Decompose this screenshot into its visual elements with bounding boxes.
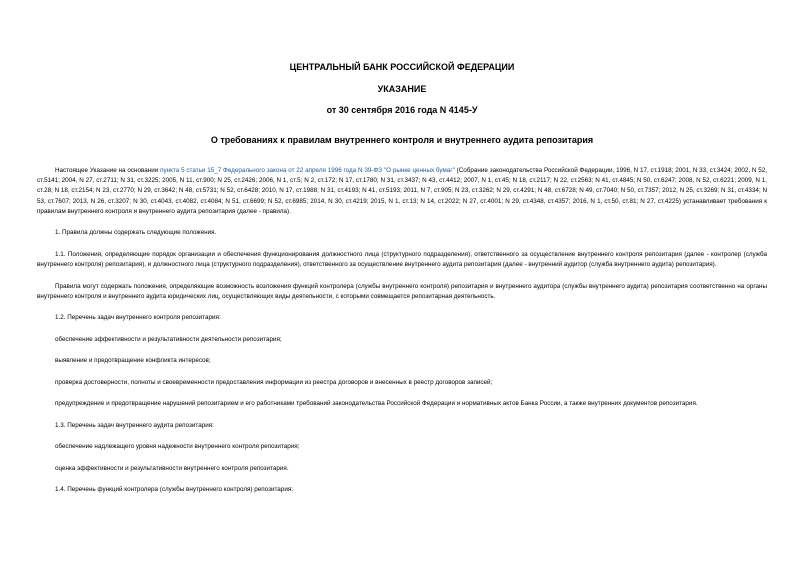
list-item: проверка достоверности, полноты и своевременности предоставления информации из реестра договоров и внесенных в реестр договоров записей;	[55, 378, 493, 386]
paragraph-1-1: 1.1. Положения, определяющие порядок организации и обеспечения функционирования должностного лица (структурного подразделения), ответственного за осуществление внутреннего контроля репозитария (далее - контролер (служба внутреннего контроля) репозитария), и должностного лица (структурного подразделения), ответственного за осуществление внутреннего аудита репозитария (далее - внутренний аудитор (служба внутреннего аудита) репозитария).	[37, 250, 767, 269]
document-title: О требованиях к правилам внутреннего контроля и внутреннего аудита репозитария	[210, 135, 594, 145]
list-item: оценка эффективности и результативности внутреннего контроля репозитария.	[55, 464, 289, 472]
intro-prefix: Настоящее Указание на основании	[55, 167, 161, 174]
law-reference-link[interactable]: пункта 5 статьи 15_7 Федерального закона от 22 апреля 1996 года N 39-ФЗ "О рынке ценных бумаг"	[160, 167, 455, 174]
list-item: предупреждение и предотвращение нарушений репозитарием и его работниками требований законодательства Российской Федерации и нормативных актов Банка России, а также внутренних документов репозитария.	[55, 400, 698, 408]
intro-paragraph	[37, 166, 767, 217]
paragraph-1-2: 1.2. Перечень задач внутреннего контроля репозитария:	[55, 314, 221, 322]
issuer-heading: ЦЕНТРАЛЬНЫЙ БАНК РОССИЙСКОЙ ФЕДЕРАЦИИ	[289, 62, 515, 72]
paragraph-1: 1. Правила должны содержать следующие положения.	[55, 229, 217, 237]
list-item: обеспечение надлежащего уровня надежности внутреннего контроля репозитария;	[55, 443, 300, 451]
list-item: выявление и предотвращение конфликта интересов;	[55, 357, 211, 365]
paragraph-1-4: 1.4. Перечень функций контролера (службы внутреннего контроля) репозитария:	[55, 486, 293, 494]
paragraph-1-1-extra: Правила могут содержать положения, определяющие возможность возложения функций контролера (службы внутреннего контроля) репозитария и внутреннего аудитора (службы внутреннего аудита) репозитария соответственно на органы внутреннего контроля и внутреннего аудита юридических лиц, осуществляющих виды деятельности, с которыми совмещается репозитарная деятельность.	[37, 282, 767, 300]
document-page	[37, 62, 767, 495]
document-type-heading: УКАЗАНИЕ	[377, 84, 427, 94]
list-item: обеспечение эффективности и результативности деятельности репозитария;	[55, 335, 282, 343]
paragraph-1-3: 1.3. Перечень задач внутреннего аудита репозитария:	[55, 421, 214, 429]
intro-suffix: (Собрание законодательства Российской Федерации, 1996, N 17, ст.1918; 2001, N 33, ст.3424; 2002, N 52, ст.5141; 2004, N 27, ст.2711; N 31, ст.3225; 2005, N 11, ст.900; N 25, ст.2426; 2006, N 1, ст.5; N 2, ст.172; N 17, ст.1780; N 31, ст.3437; N 43, ст.4412; 2007, N 1, ст.45; N 18, ст.2117; N 22, ст.2563; N 41, ст.4845; N 50, ст.6247; 2008, N 52, ст.6221; 2009, N 1, ст.28; N 18, ст.2154; N 23, ст.2770; N 29, ст.3642; N 48, ст.5731; N 52, ст.6428; 2010, N 17, ст.1988; N 31, ст.4193; N 41, ст.5193; 2011, N 7, ст.905; N 23, ст.3262; N 29, ст.4291; N 48, ст.6728; N 49, ст.7040; N 50, ст.7357; 2012, N 25, ст.3269; N 31, ст.4334; N 53, ст.7607; 2013, N 26, ст.3207; N 30, ст.4043, ст.4082, ст.4084; N 51, ст.6699; N 52, ст.6985; 2014, N 30, ст.4219; 2015, N 1, ст.13; N 14, ст.2022; N 27, ст.4001; N 29, ст.4348, ст.4357; 2016, N 1, ст.50, ст.81; N 27, ст.4225) устанавливает требования к правилам внутреннего контроля и внутреннего аудита репозитария (далее - правила).	[37, 167, 767, 215]
document-date-heading: от 30 сентября 2016 года N 4145-У	[326, 105, 478, 115]
